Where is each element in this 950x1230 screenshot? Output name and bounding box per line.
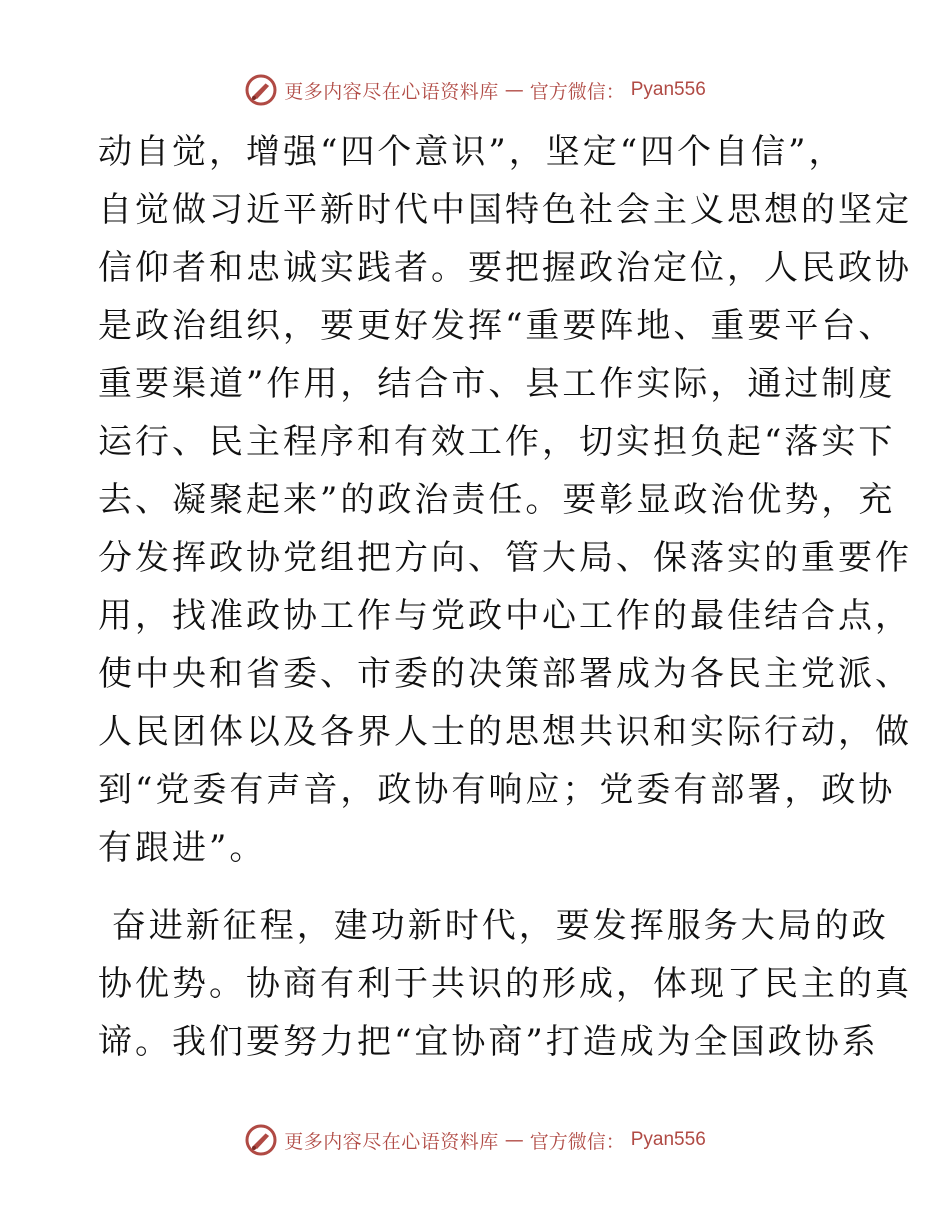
text-line: 人民团体以及各界人士的思想共识和实际行动，做 bbox=[98, 712, 912, 752]
text-line: 动自觉，增强“四个意识”，坚定“四个自信”， bbox=[98, 132, 846, 172]
footer-wechat-label: 官方微信： bbox=[529, 1130, 625, 1153]
text-line: 有跟进”。 bbox=[98, 828, 267, 868]
text-line: 用，找准政协工作与党政中心工作的最佳结合点， bbox=[98, 596, 912, 636]
text-line: 自觉做习近平新时代中国特色社会主义思想的坚定 bbox=[98, 190, 912, 230]
text-line: 运行、民主程序和有效工作，切实担负起“落实下 bbox=[98, 422, 896, 462]
pen-seal-logo-icon bbox=[244, 1123, 278, 1157]
text-line: 信仰者和忠诚实践者。要把握政治定位，人民政协 bbox=[98, 248, 912, 288]
text-line: 重要渠道”作用，结合市、县工作实际，通过制度 bbox=[98, 364, 896, 404]
paragraph-1 bbox=[98, 123, 912, 877]
text-line: 去、凝聚起来”的政治责任。要彰显政治优势，充 bbox=[98, 480, 896, 520]
header-separator: — bbox=[504, 79, 524, 101]
text-line: 是政治组织，要更好发挥“重要阵地、重要平台、 bbox=[98, 306, 896, 346]
footer-brand-text: 更多内容尽在心语资料库 bbox=[284, 1130, 499, 1153]
text-line: 协优势。协商有利于共识的形成，体现了民主的真 bbox=[98, 964, 912, 1004]
header-wechat-label: 官方微信： bbox=[529, 80, 625, 103]
header-wechat-id: Pyan556 bbox=[630, 79, 706, 100]
footer-wechat-id: Pyan556 bbox=[630, 1129, 706, 1150]
text-line: 到“党委有声音，政协有响应；党委有部署，政协 bbox=[98, 770, 896, 810]
text-line: 使中央和省委、市委的决策部署成为各民主党派、 bbox=[98, 654, 912, 694]
text-line: 奋进新征程，建功新时代，要发挥服务大局的政 bbox=[98, 906, 889, 946]
text-line: 分发挥政协党组把方向、管大局、保落实的重要作 bbox=[98, 538, 912, 578]
footer-banner bbox=[0, 1120, 950, 1160]
footer-separator: — bbox=[504, 1129, 524, 1151]
paragraph-2 bbox=[98, 897, 912, 1071]
text-line: 谛。我们要努力把“宜协商”打造成为全国政协系 bbox=[98, 1022, 879, 1062]
paragraph-spacer bbox=[98, 877, 858, 897]
header-banner bbox=[0, 70, 950, 110]
header-brand-text: 更多内容尽在心语资料库 bbox=[284, 80, 499, 103]
pen-seal-logo-icon bbox=[244, 73, 278, 107]
document-body bbox=[98, 123, 912, 1071]
